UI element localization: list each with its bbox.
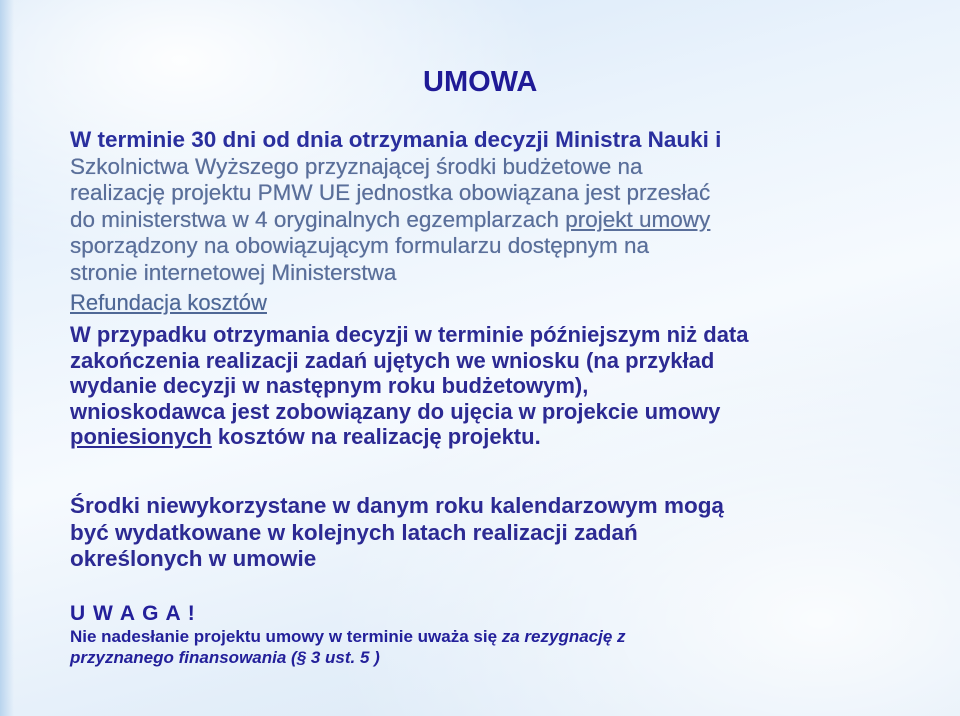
warning-heading: U W A G A !: [70, 602, 196, 625]
paragraph2-line: W przypadku otrzymania decyzji w terminie późniejszym niż data: [70, 322, 749, 347]
paragraph1-text: do ministerstwa w 4 oryginalnych egzemplarzach: [70, 206, 566, 232]
paragraph2-line: zakończenia realizacji zadań ujętych we wniosku (na przykład: [70, 347, 715, 373]
refund-heading-link[interactable]: Refundacja kosztów: [70, 290, 267, 315]
paragraph2-line: wydanie decyzji w następnym roku budżetowym),: [70, 373, 589, 398]
paragraph2-line: wnioskodawca jest zobowiązany do ujęcia w projekcie umowy: [70, 398, 721, 424]
paragraph1-line: W terminie 30 dni od dnia otrzymania decyzji Ministra Nauki i: [70, 127, 722, 152]
note-text-italic: za rezygnację z: [501, 627, 626, 646]
left-decorative-band: [0, 0, 14, 716]
paragraph1-line: stronie internetowej Ministerstwa: [70, 259, 397, 285]
paragraph3-line: określonych w umowie: [70, 546, 317, 571]
paragraph3-line: być wydatkowane w kolejnych latach realizacji zadań: [70, 519, 638, 545]
paragraph1-line: [70, 207, 721, 234]
paragraph2-text: kosztów na realizację projektu.: [211, 424, 541, 449]
paragraph1-line: sporządzony na obowiązującym formularzu dostępnym na: [70, 233, 650, 258]
project-agreement-link[interactable]: projekt umowy: [565, 206, 711, 232]
paragraph1-line: Szkolnictwa Wyższego przyznającej środki budżetowe na: [70, 153, 643, 179]
paragraph1-line: realizację projektu PMW UE jednostka obowiązana jest przesłać: [70, 180, 711, 205]
slide-title: UMOWA: [423, 66, 538, 98]
note-line: [70, 626, 626, 647]
note-line: przyznanego finansowania (§ 3 ust. 5 ): [70, 648, 380, 667]
paragraph-cost-refund: [70, 322, 749, 450]
warning-note: [70, 626, 626, 668]
paragraph-submission-deadline: [70, 127, 721, 286]
paragraph2-line: [70, 424, 749, 450]
note-text: Nie nadesłanie projektu umowy w terminie uważa się: [70, 627, 502, 646]
paragraph3-line: Środki niewykorzystane w danym roku kalendarzowym mogą: [70, 493, 724, 518]
paragraph-unused-funds: [70, 493, 724, 573]
incurred-costs-link[interactable]: poniesionych: [70, 424, 212, 449]
